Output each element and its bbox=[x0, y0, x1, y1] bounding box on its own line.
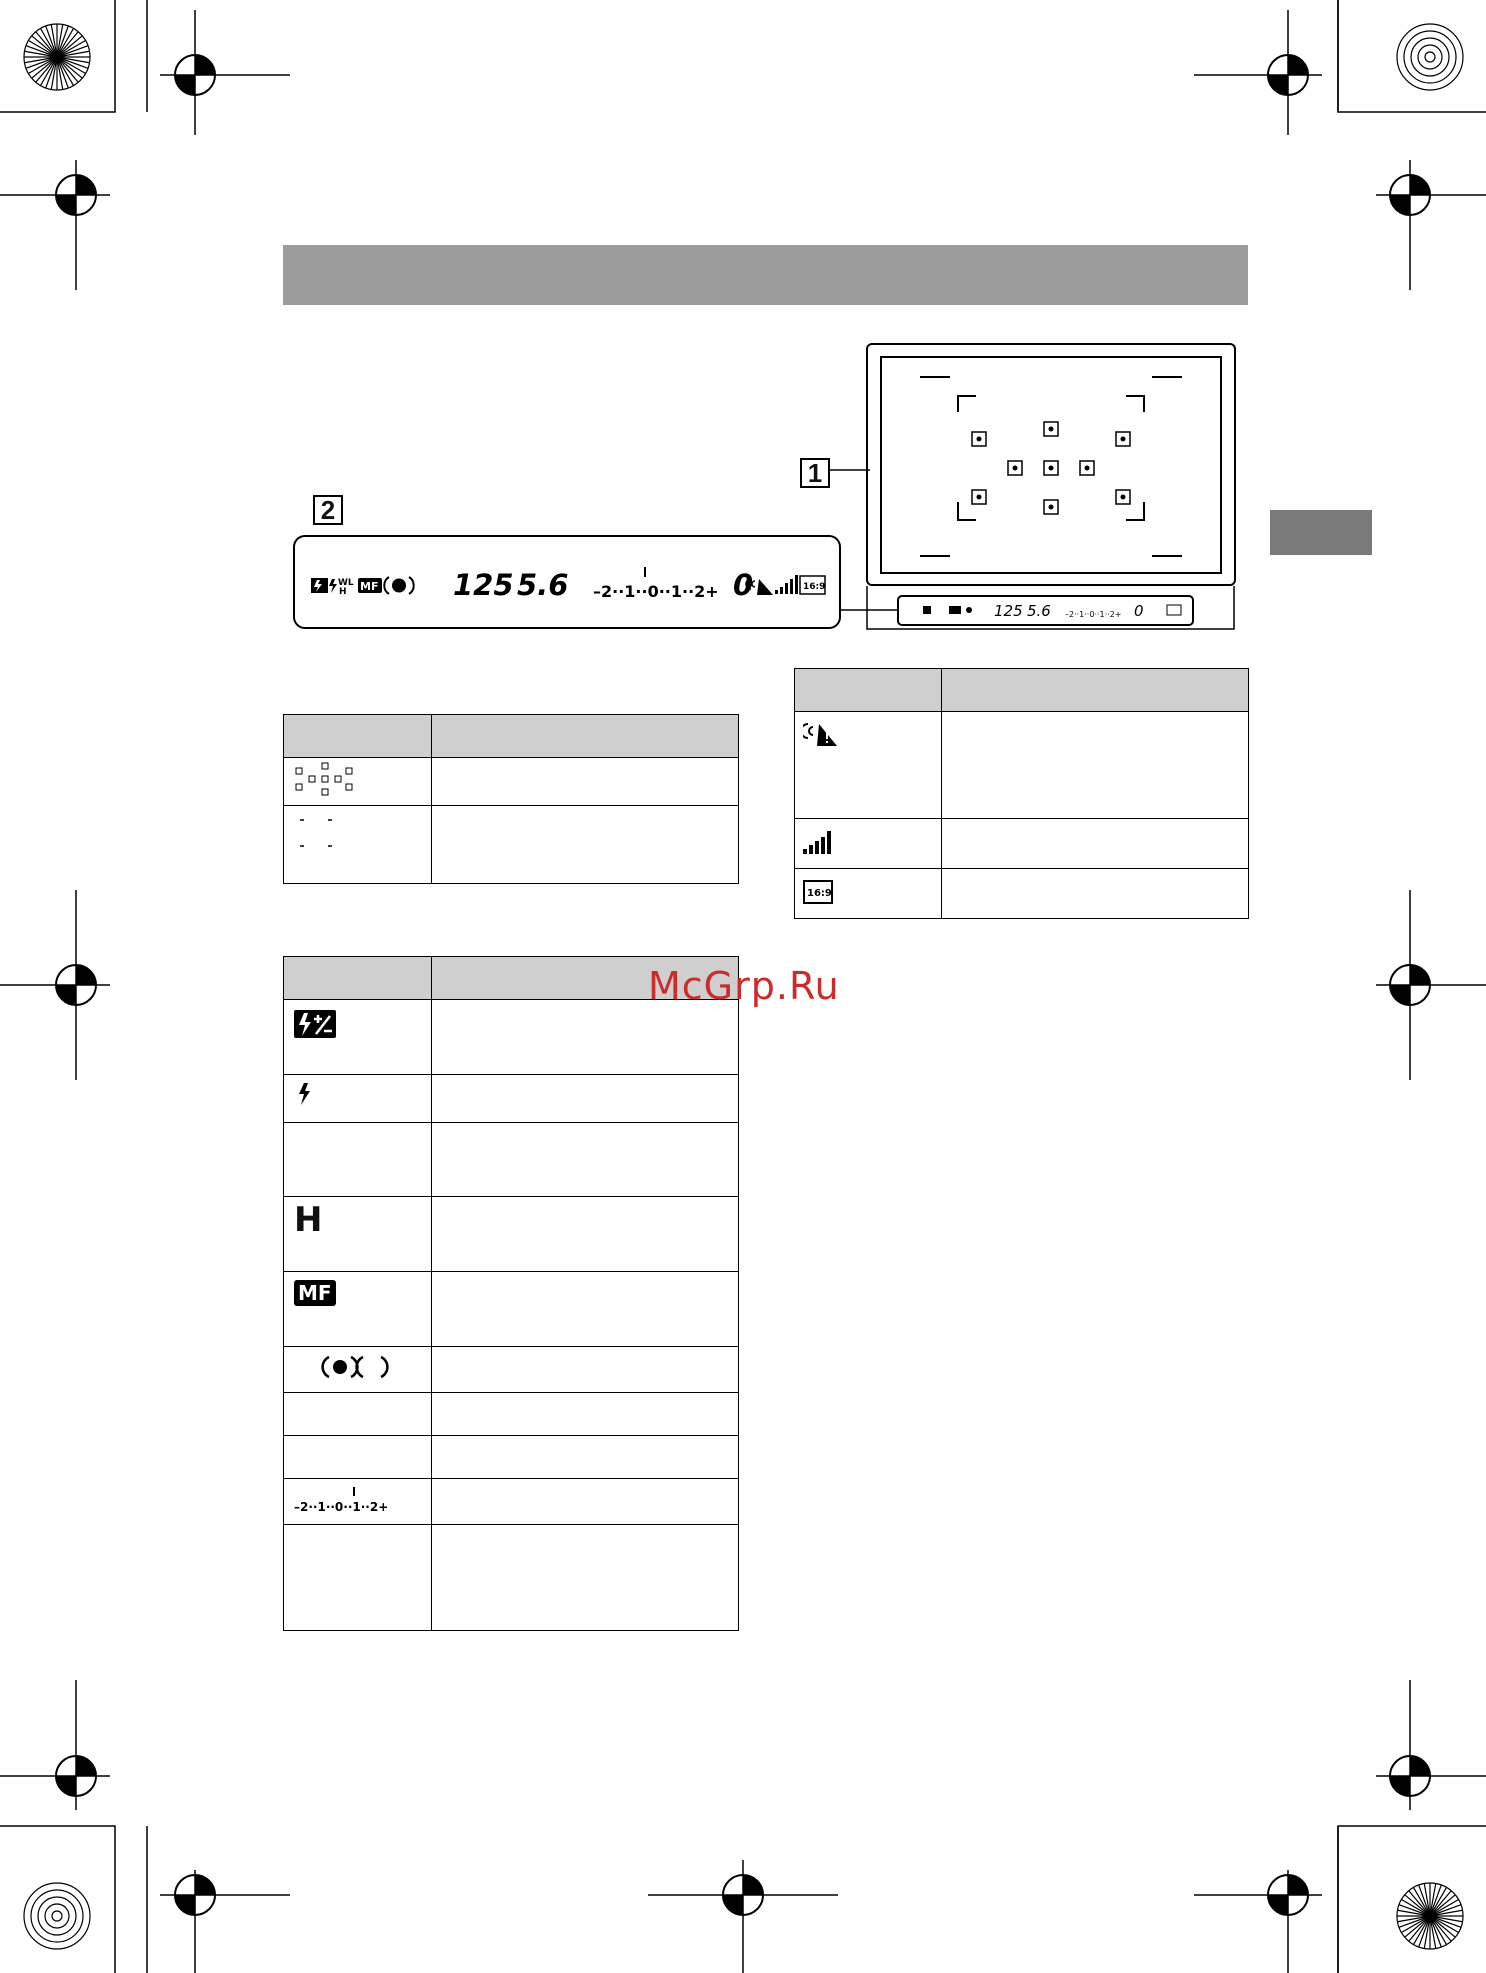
table-row bbox=[284, 1436, 739, 1479]
table-row bbox=[795, 712, 1249, 819]
viewfinder-af-points bbox=[880, 356, 1222, 574]
shots-digit: 0 bbox=[733, 568, 754, 602]
flash-icon bbox=[296, 1083, 336, 1117]
svg-text:0: 0 bbox=[1134, 602, 1144, 620]
table-row bbox=[284, 806, 739, 884]
table-row bbox=[284, 1525, 739, 1631]
svg-text:MF: MF bbox=[360, 580, 379, 593]
high-speed-sync-icon: H bbox=[294, 1200, 323, 1240]
chapter-tab bbox=[1270, 510, 1372, 555]
ev-scale: –2··1··0··1··2+ bbox=[593, 582, 719, 601]
wireless-flash-icon bbox=[329, 578, 354, 597]
table-row bbox=[284, 1347, 739, 1393]
svg-text:–2··1··0··1··2+: –2··1··0··1··2+ bbox=[294, 1500, 389, 1514]
watermark: McGrp.Ru bbox=[648, 964, 840, 1008]
table-header bbox=[795, 669, 1249, 712]
table-row bbox=[284, 1479, 739, 1525]
table-row bbox=[284, 1000, 739, 1075]
table-row bbox=[795, 819, 1249, 869]
flash-compensation-icon bbox=[294, 1010, 354, 1050]
table-row bbox=[284, 1123, 739, 1197]
callout-1: 1 bbox=[800, 458, 830, 488]
shutter-speed: 125 bbox=[453, 568, 514, 602]
callout-2: 2 bbox=[313, 495, 343, 525]
table-row bbox=[284, 1272, 739, 1347]
focus-indicator-icon bbox=[384, 577, 413, 594]
callout-1-leader bbox=[830, 465, 870, 475]
af-points-icon bbox=[284, 758, 364, 800]
svg-text:125: 125 bbox=[994, 602, 1023, 620]
svg-text:–2··1··0··1··2+: –2··1··0··1··2+ bbox=[1065, 610, 1122, 619]
steadyshot-scale-icon bbox=[775, 575, 798, 594]
steadyshot-scale-icon bbox=[803, 823, 853, 863]
svg-text:5.6: 5.6 bbox=[1027, 602, 1051, 620]
lcd-indicator-table-right bbox=[794, 668, 1249, 919]
table-row bbox=[284, 1075, 739, 1123]
ev-scale-icon bbox=[284, 1479, 424, 1519]
section-header-bar bbox=[283, 245, 1248, 305]
mf-icon bbox=[358, 578, 382, 593]
aspect-ratio-icon bbox=[800, 576, 825, 594]
table-header bbox=[284, 715, 739, 758]
table-row bbox=[284, 1393, 739, 1436]
aspect-ratio-icon bbox=[803, 873, 853, 913]
svg-text:16:9: 16:9 bbox=[803, 582, 826, 592]
frame-lines-icon bbox=[284, 806, 364, 878]
lcd-readout bbox=[295, 537, 838, 626]
lcd-indicator-table bbox=[283, 956, 739, 1631]
table-row bbox=[795, 869, 1249, 919]
flash-compensation-icon bbox=[311, 578, 328, 593]
aperture-value: 5.6 bbox=[517, 568, 569, 602]
camera-shake-warning-icon bbox=[803, 720, 853, 760]
table-row bbox=[284, 758, 739, 806]
flash-h-text: H bbox=[339, 587, 347, 597]
viewfinder-table bbox=[283, 714, 739, 884]
table-row bbox=[284, 1197, 739, 1272]
svg-text:16:9: 16:9 bbox=[807, 888, 832, 899]
flash-wl-text: WL bbox=[338, 578, 354, 588]
focus-indicator-icon bbox=[284, 1347, 404, 1387]
viewfinder-lcd-bracket bbox=[866, 586, 1236, 631]
manual-focus-icon: MF bbox=[294, 1280, 336, 1306]
viewfinder-info-display bbox=[293, 535, 841, 629]
